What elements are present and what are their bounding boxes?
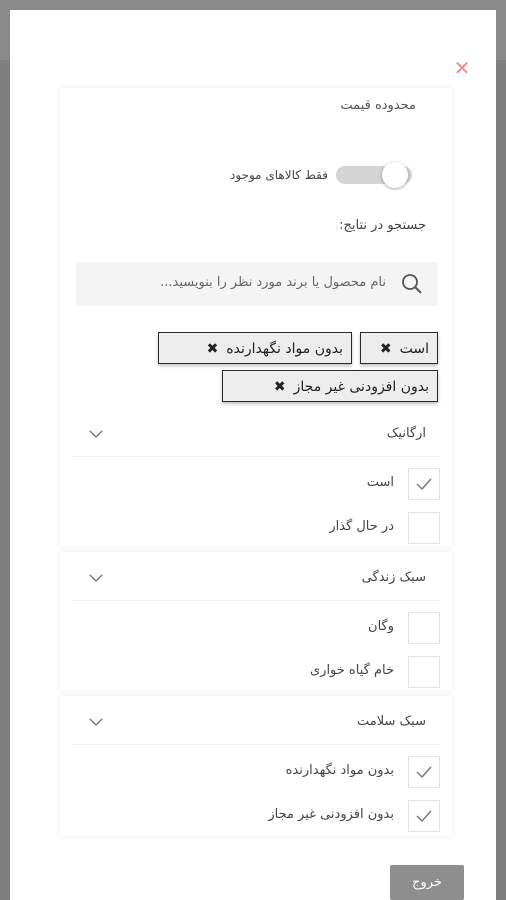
filter-option[interactable] (72, 466, 440, 502)
option-label: بدون مواد نگهدارنده (285, 763, 394, 778)
option-label: در حال گذار (329, 519, 394, 534)
filter-group-lifestyle[interactable] (72, 556, 440, 601)
search-input[interactable] (76, 262, 438, 306)
chip-label: بدون مواد نگهدارنده (226, 341, 343, 357)
filter-option[interactable] (72, 610, 440, 646)
filter-group-health[interactable] (72, 700, 440, 745)
chip-remove-icon[interactable]: ✖ (273, 379, 286, 395)
option-label: بدون افزودنی غیر مجاز (268, 807, 394, 822)
checkbox[interactable] (408, 800, 440, 832)
filter-option[interactable] (72, 754, 440, 790)
price-range-title: محدوده قیمت (340, 98, 416, 113)
chevron-down-icon[interactable] (88, 426, 104, 442)
search-icon[interactable] (400, 272, 424, 296)
chip-label: بدون افزودنی غیر مجاز (293, 379, 429, 395)
close-icon[interactable]: ✕ (453, 56, 471, 80)
chip-remove-icon[interactable]: ✖ (206, 341, 219, 357)
active-filter-chip[interactable] (158, 332, 352, 364)
option-label: است (366, 475, 394, 490)
group-title: سبک سلامت (357, 714, 426, 729)
active-filter-chip[interactable] (360, 332, 438, 364)
filter-group-organic[interactable] (72, 412, 440, 457)
chip-remove-icon[interactable]: ✖ (379, 341, 392, 357)
chevron-down-icon[interactable] (88, 570, 104, 586)
option-label: خام گیاه خواری (309, 663, 394, 678)
filter-option[interactable] (72, 798, 440, 834)
checkbox[interactable] (408, 468, 440, 500)
checkbox[interactable] (408, 612, 440, 644)
group-title: سبک زندگی (361, 570, 426, 585)
filter-option[interactable] (72, 510, 440, 546)
active-filter-chip[interactable] (222, 370, 438, 402)
checkbox[interactable] (408, 756, 440, 788)
group-title: ارگانیک (386, 426, 426, 441)
exit-button[interactable]: خروج (390, 865, 464, 900)
toggle-knob (382, 162, 408, 188)
in-stock-toggle[interactable] (334, 160, 414, 190)
search-title: جستجو در نتایج: (339, 218, 426, 233)
option-label: وگان (368, 619, 394, 634)
filter-option[interactable] (72, 654, 440, 690)
chevron-down-icon[interactable] (88, 714, 104, 730)
chip-label: است (399, 341, 429, 357)
checkbox[interactable] (408, 512, 440, 544)
search-placeholder: نام محصول یا برند مورد نظر را بنویسید... (160, 275, 386, 290)
checkbox[interactable] (408, 656, 440, 688)
in-stock-label: فقط کالاهای موجود (229, 168, 328, 182)
